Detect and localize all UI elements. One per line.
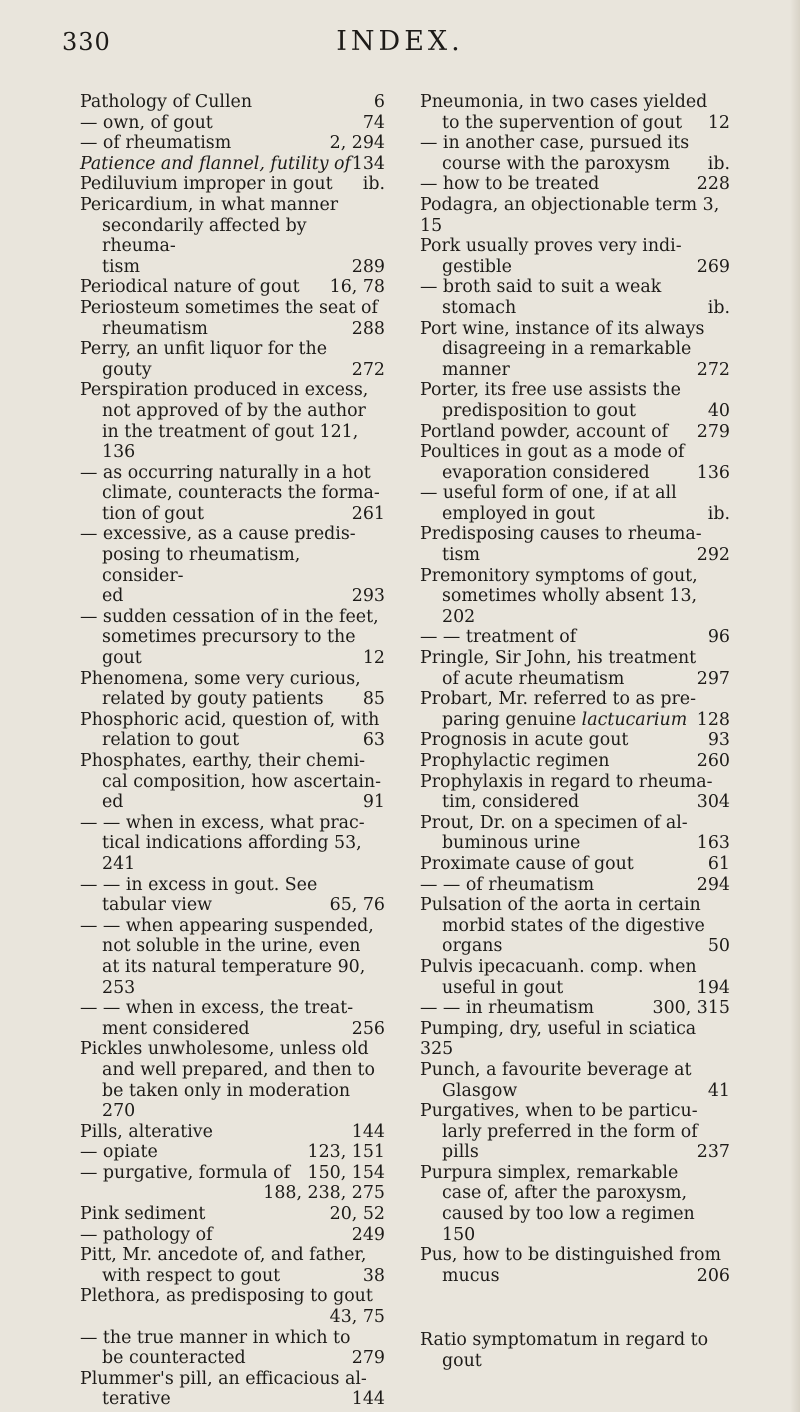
- index-entry: [80, 669, 385, 710]
- index-entry-line: — useful form of one, if at all: [420, 483, 677, 504]
- index-entry: [80, 1328, 385, 1369]
- index-entry-pages: 288: [351, 318, 385, 339]
- index-entry-line: tabular view: [102, 895, 213, 916]
- index-entry-line: — sudden cessation of in the feet,: [80, 606, 379, 627]
- index-entry-line: Pathology of Cullen: [80, 92, 253, 112]
- index-entry-line: rheumatism: [102, 318, 208, 339]
- index-entry-line: Porter, its free use assists the: [420, 380, 681, 401]
- index-entry: [420, 1101, 730, 1163]
- index-entry-line: — pathology of: [80, 1224, 213, 1245]
- index-entry-line: cal composition, how ascertain-: [102, 771, 381, 792]
- index-entry-line: — purgative, formula of: [80, 1162, 291, 1183]
- index-entry-pages: 38: [362, 1265, 385, 1286]
- index-entry-pages: 256: [351, 1018, 385, 1039]
- index-entry-pages: 237: [696, 1142, 730, 1163]
- index-entry: [420, 442, 730, 483]
- index-entry-line: with respect to gout: [102, 1265, 281, 1286]
- page-number: 330: [62, 28, 111, 56]
- index-entry-pages: 279: [351, 1348, 385, 1369]
- index-entry-pages: 304: [696, 792, 730, 813]
- index-entry: [420, 730, 730, 751]
- index-entry-pages: 136: [696, 462, 730, 483]
- index-entry: [420, 195, 730, 236]
- index-entry-line: be taken only in moderation 270: [102, 1080, 351, 1122]
- index-entry: [80, 1245, 385, 1286]
- index-entry: [80, 113, 385, 134]
- index-entry: [420, 998, 730, 1019]
- page-edge-shadow: [790, 0, 800, 1412]
- index-entry: [80, 463, 385, 525]
- index-entry-pages: 128: [696, 709, 730, 730]
- index-entry-line: evaporation considered: [442, 462, 650, 483]
- index-entry: [80, 1183, 385, 1204]
- index-entry: [420, 648, 730, 689]
- index-entry-line: tical indications affording 53, 241: [102, 833, 362, 874]
- index-entry: [420, 277, 730, 318]
- index-entry-line: Pink sediment: [80, 1204, 206, 1225]
- index-entry-line: — — treatment of: [420, 627, 577, 648]
- index-entry-line: Pringle, Sir John, his treatment: [420, 648, 697, 669]
- index-entry: [80, 339, 385, 380]
- index-entry-pages: 260: [696, 751, 730, 771]
- index-entry-line: Pediluvium improper in gout: [80, 174, 333, 195]
- index-entry-line: tism: [102, 256, 140, 277]
- index-entry-line: disagreeing in a remarkable: [442, 339, 692, 360]
- index-entry-pages: 249: [351, 1224, 385, 1245]
- index-entry-line: of acute rheumatism: [442, 668, 625, 689]
- index-entry: [420, 524, 730, 565]
- index-entry-line: — excessive, as a cause predis-: [80, 524, 356, 545]
- index-entry: [80, 710, 385, 751]
- index-entry: [80, 813, 385, 875]
- index-entry-pages: 20, 52: [329, 1204, 385, 1225]
- index-column-right: [420, 92, 730, 1372]
- index-entry-line: at its natural temperature 90, 253: [102, 956, 366, 998]
- index-entry: [420, 957, 730, 998]
- index-entry: [420, 1060, 730, 1101]
- index-entry-line: Perspiration produced in excess,: [80, 380, 369, 401]
- index-entry: [420, 92, 730, 133]
- index-entry-line: Prophylactic regimen: [420, 751, 610, 771]
- index-entry-line: — — of rheumatism: [420, 874, 595, 895]
- index-entry-line: sometimes wholly absent 13, 202: [442, 586, 698, 627]
- index-entry-pages: 293: [351, 586, 385, 607]
- index-entry: [420, 1163, 730, 1245]
- index-entry-line: Glasgow: [442, 1080, 518, 1101]
- index-entry-line: ment considered: [102, 1018, 250, 1039]
- index-entry: [80, 998, 385, 1039]
- index-entry-line: Phosphoric acid, question of, with: [80, 709, 380, 730]
- index-entry-pages: 300, 315: [652, 998, 730, 1019]
- index-entry-pages: ib.: [362, 174, 385, 195]
- index-entry: [80, 154, 385, 175]
- index-entry-pages: 272: [351, 359, 385, 380]
- index-entry-line: Pumping, dry, useful in sciatica 325: [420, 1018, 697, 1060]
- index-entry-line: employed in gout: [442, 503, 595, 524]
- index-entry-line: — the true manner in which to: [80, 1327, 351, 1348]
- index-entry: [420, 875, 730, 896]
- index-entry: [420, 627, 730, 648]
- index-entry-line: relation to gout: [102, 730, 240, 751]
- index-entry: [80, 916, 385, 998]
- index-entry-line: Pneumonia, in two cases yielded: [420, 92, 708, 112]
- index-entry: [420, 133, 730, 174]
- index-entry: [80, 174, 385, 195]
- index-entry: [420, 772, 730, 813]
- index-entry-pages: 289: [351, 256, 385, 277]
- index-entry: [80, 92, 385, 113]
- index-entry: [80, 607, 385, 669]
- index-entry-pages: 40: [707, 400, 730, 421]
- index-entry-line: morbid states of the digestive: [442, 915, 705, 936]
- index-entry-line: Prout, Dr. on a specimen of al-: [420, 812, 688, 833]
- index-entry: [80, 1225, 385, 1246]
- index-entry-line: posing to rheumatism, consider-: [102, 545, 301, 586]
- index-entry: [80, 1369, 385, 1410]
- index-entry-line: Proximate cause of gout: [420, 853, 634, 874]
- index-entry-pages: ib.: [707, 503, 730, 524]
- index-entry-pages: 74: [362, 112, 385, 133]
- index-entry-line: mucus: [442, 1265, 500, 1286]
- index-entry-line: secondarily affected by rheuma-: [102, 215, 307, 257]
- index-entry-line: gestible: [442, 256, 512, 277]
- index-entry-line: Plethora, as predisposing to gout: [80, 1286, 373, 1307]
- index-entry-line: Purgatives, when to be particu-: [420, 1101, 698, 1122]
- index-entry-pages: 6: [373, 92, 385, 112]
- index-entry-line: Periosteum sometimes the seat of: [80, 297, 378, 318]
- index-entry-pages: 63: [362, 730, 385, 751]
- index-entry: [80, 751, 385, 813]
- index-entry: [80, 1163, 385, 1184]
- index-entry-line: paring genuine lactucarium: [442, 709, 688, 730]
- index-entry-line: Pickles unwholesome, unless old: [80, 1039, 369, 1060]
- index-entry-pages: 272: [696, 359, 730, 380]
- index-entry-pages: 85: [362, 689, 385, 710]
- index-entry-line: Poultices in gout as a mode of: [420, 442, 685, 463]
- index-entry-line: Prophylaxis in regard to rheuma-: [420, 771, 713, 792]
- index-entry-line: Phenomena, some very curious,: [80, 668, 361, 689]
- index-entry-line: — — when in excess, what prac-: [80, 812, 365, 833]
- entry-gap: [420, 1286, 730, 1330]
- index-entry-line: tism: [442, 545, 480, 566]
- index-entry-line: Pills, alterative: [80, 1121, 213, 1142]
- index-entry-line: not approved of by the author: [102, 400, 366, 421]
- index-entry: [420, 854, 730, 875]
- index-entry: [420, 380, 730, 421]
- index-entry-line: Pulsation of the aorta in certain: [420, 895, 701, 916]
- index-entry-line: Portland powder, account of: [420, 421, 669, 442]
- index-entry-line: Phosphates, earthy, their chemi-: [80, 751, 366, 771]
- index-entry-pages: 297: [696, 668, 730, 689]
- index-entry-line: manner: [442, 359, 510, 380]
- index-entry-line: Probart, Mr. referred to as pre-: [420, 689, 696, 710]
- index-entry-line: ed: [102, 792, 124, 813]
- index-entry-line: Perry, an unfit liquor for the: [80, 339, 328, 360]
- index-entry-line: climate, counteracts the forma-: [102, 483, 380, 504]
- index-entry-pages: 65, 76: [329, 895, 385, 916]
- index-entry-line: be counteracted: [102, 1348, 246, 1369]
- index-entry: [80, 1039, 385, 1121]
- index-entry-line: Port wine, instance of its always: [420, 318, 705, 339]
- index-entry: [420, 483, 730, 524]
- index-entry-line: — — in rheumatism: [420, 998, 594, 1019]
- index-entry-line: course with the paroxysm: [442, 153, 670, 174]
- index-entry: [420, 813, 730, 854]
- index-entry: [80, 1307, 385, 1328]
- index-entry-line: Purpura simplex, remarkable: [420, 1162, 679, 1183]
- index-entry-pages: 16, 78: [329, 277, 385, 298]
- index-entry: [420, 1019, 730, 1060]
- index-entry: [420, 319, 730, 381]
- index-entry-pages: 150, 154: [307, 1162, 385, 1183]
- index-entry-line: caused by too low a regimen 150: [442, 1204, 695, 1245]
- index-entry: [80, 195, 385, 277]
- index-entry-line: Pulvis ipecacuanh. comp. when: [420, 956, 697, 977]
- index-entry-line: — — when in excess, the treat-: [80, 998, 354, 1019]
- index-entry: [80, 277, 385, 298]
- index-entry-line: Plummer's pill, an efficacious al-: [80, 1368, 367, 1389]
- index-entry-line: Premonitory symptoms of gout,: [420, 565, 698, 586]
- index-entry-line: pills: [442, 1142, 479, 1163]
- index-entry-pages: 144: [351, 1121, 385, 1142]
- index-entry-pages: 279: [696, 421, 730, 442]
- index-entry-line: Predisposing causes to rheuma-: [420, 524, 702, 545]
- index-entry-pages: ib.: [707, 153, 730, 174]
- index-entry: [420, 1245, 730, 1286]
- index-entry: [80, 875, 385, 916]
- index-entry-line: organs: [442, 936, 503, 957]
- index-entry-line: Periodical nature of gout: [80, 277, 300, 298]
- index-entry-line: gout: [102, 648, 142, 669]
- index-entry-line: — as occurring naturally in a hot: [80, 462, 371, 483]
- index-entry-pages: 292: [696, 545, 730, 566]
- index-entry-line: — how to be treated: [420, 174, 600, 195]
- index-entry-line: Punch, a favourite beverage at: [420, 1059, 692, 1080]
- index-entry-pages: 294: [696, 874, 730, 895]
- page-title: INDEX.: [336, 26, 464, 57]
- index-entry-line: and well prepared, and then to: [102, 1059, 375, 1080]
- index-entry-pages: ib.: [707, 297, 730, 318]
- index-entry-line: useful in gout: [442, 977, 564, 998]
- index-entry: [420, 422, 730, 443]
- index-entry-line: larly preferred in the form of: [442, 1121, 698, 1142]
- index-entry-line: case of, after the paroxysm,: [442, 1183, 687, 1204]
- index-entry-line: sometimes precursory to the: [102, 627, 356, 648]
- index-entry-line: gouty: [102, 359, 152, 380]
- index-entry-pages: 163: [696, 833, 730, 854]
- index-entry: [420, 174, 730, 195]
- index-entry-line: predisposition to gout: [442, 400, 636, 421]
- index-entry-line: Pericardium, in what manner: [80, 194, 339, 215]
- index-entry-line: not soluble in the urine, even: [102, 936, 361, 957]
- index-entry: [80, 133, 385, 154]
- index-entry-line: — of rheumatism: [80, 133, 232, 154]
- index-entry-line: buminous urine: [442, 833, 581, 854]
- index-entry-pages: 41: [707, 1080, 730, 1101]
- index-entry-line: — own, of gout: [80, 112, 213, 133]
- index-entry: [80, 1122, 385, 1143]
- index-entry-pages: 188, 238, 275: [263, 1183, 385, 1204]
- index-entry-pages: 43, 75: [329, 1307, 385, 1328]
- index-entry-line: terative: [102, 1389, 171, 1410]
- index-entry-pages: 206: [696, 1265, 730, 1286]
- index-entry-line: ed: [102, 586, 124, 607]
- index-entry: [80, 524, 385, 606]
- index-entry-pages: 61: [707, 853, 730, 874]
- index-entry: [80, 1286, 385, 1307]
- index-entry-pages: 144: [351, 1389, 385, 1410]
- index-entry: [80, 1204, 385, 1225]
- index-entry-pages: 93: [707, 730, 730, 751]
- index-entry-pages: 134: [351, 153, 385, 174]
- index-entry-line: Pork usually proves very indi-: [420, 236, 682, 257]
- index-entry-pages: 261: [351, 503, 385, 524]
- index-entry-pages: 96: [707, 627, 730, 648]
- index-entry: [420, 689, 730, 730]
- index-entry-line: tim, considered: [442, 792, 580, 813]
- index-entry-line: Ratio symptomatum in regard to: [420, 1330, 709, 1351]
- index-entry-line: Pitt, Mr. ancedote of, and father,: [80, 1245, 367, 1266]
- index-entry: [80, 1142, 385, 1163]
- index-entry-line: Prognosis in acute gout: [420, 730, 629, 751]
- index-entry: [420, 895, 730, 957]
- index-entry-line: Podagra, an objectionable term 3, 15: [420, 194, 720, 236]
- index-entry: [80, 298, 385, 339]
- index-entry-line: stomach: [442, 297, 517, 318]
- index-entry-line: — opiate: [80, 1142, 158, 1163]
- index-entry-line: tion of gout: [102, 503, 204, 524]
- index-entry-line: — — in excess in gout. See: [80, 874, 318, 895]
- index-entry: [420, 751, 730, 772]
- index-entry-pages: 91: [362, 792, 385, 813]
- index-entry-pages: 12: [362, 648, 385, 669]
- index-entry-pages: 123, 151: [307, 1142, 385, 1163]
- index-entry-pages: 2, 294: [329, 133, 385, 154]
- index-entry: [420, 236, 730, 277]
- index-entry-line: Pus, how to be distinguished from: [420, 1245, 721, 1266]
- index-entry-pages: 50: [707, 936, 730, 957]
- index-entry: [80, 380, 385, 462]
- index-entry-pages: 269: [696, 256, 730, 277]
- index-entry-line: Patience and flannel, futility of: [80, 153, 351, 174]
- index-entry-line: — broth said to suit a weak: [420, 277, 662, 298]
- index-entry-line: gout: [442, 1351, 482, 1372]
- index-entry-pages: 194: [696, 977, 730, 998]
- index-entry-pages: 12: [707, 112, 730, 133]
- index-entry-pages: 228: [696, 174, 730, 195]
- index-entry-line: — — when appearing suspended,: [80, 915, 374, 936]
- index-entry-line: — in another case, pursued its: [420, 133, 690, 154]
- index-entry: [420, 566, 730, 628]
- index-entry-line: to the supervention of gout: [442, 112, 683, 133]
- index-entry-line: related by gouty patients: [102, 689, 324, 710]
- index-entry: [420, 1330, 730, 1371]
- index-column-left: [80, 92, 385, 1410]
- index-entry-line: in the treatment of gout 121, 136: [102, 421, 359, 463]
